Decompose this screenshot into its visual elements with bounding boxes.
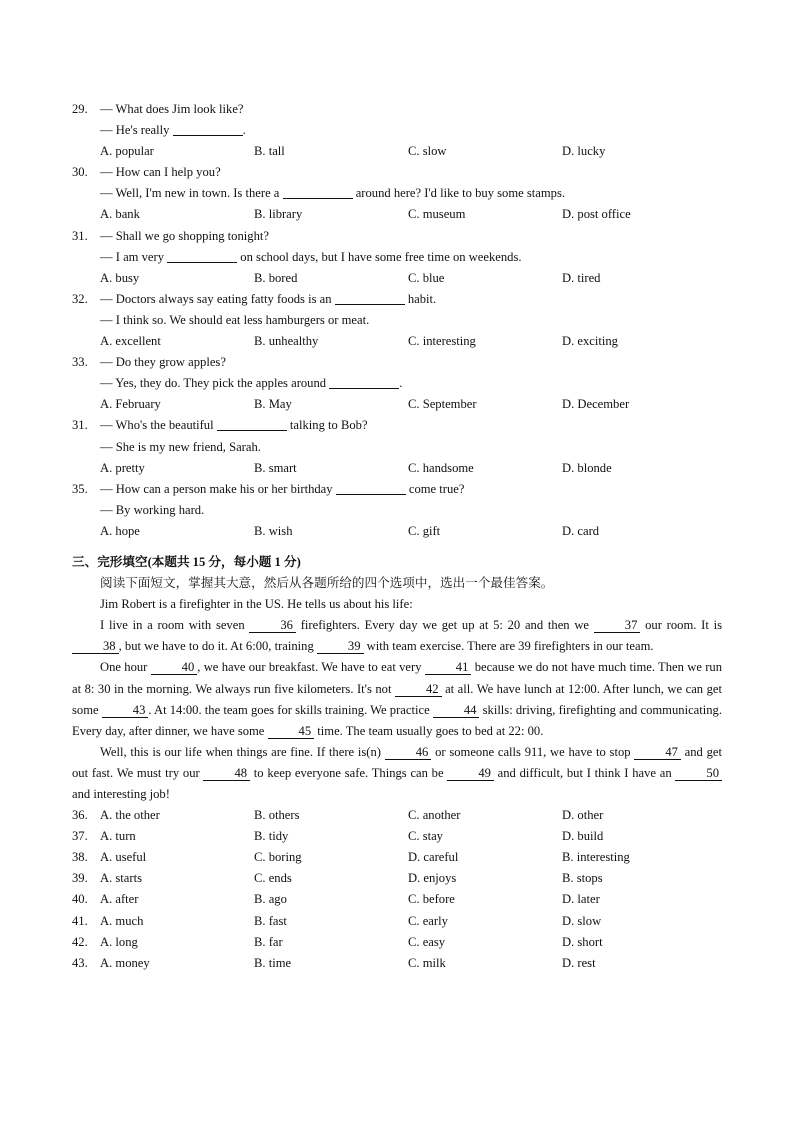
cloze-option[interactable]: C. ends: [254, 871, 292, 886]
question-line: [72, 479, 722, 500]
option-a[interactable]: A. hope: [100, 523, 140, 538]
cloze-option[interactable]: D. rest: [562, 955, 596, 970]
question-text-segment: — How can a person make his or her birthday: [100, 481, 336, 496]
numbered-blank[interactable]: 46: [385, 746, 432, 760]
answer-blank: [335, 291, 405, 305]
cloze-option[interactable]: A. long: [100, 934, 138, 949]
options-row: [72, 204, 722, 225]
option-d[interactable]: D. post office: [562, 207, 631, 222]
question-text: [100, 162, 221, 183]
cloze-number: 43.: [72, 955, 88, 970]
question-text: [100, 352, 226, 373]
question-line: [72, 352, 722, 373]
numbered-blank[interactable]: 44: [433, 704, 480, 718]
question-text-segment: — Well, I'm new in town. Is there a: [100, 186, 283, 201]
numbered-blank[interactable]: 41: [425, 661, 472, 675]
numbered-blank[interactable]: 45: [268, 725, 315, 739]
numbered-blank[interactable]: 48: [203, 767, 250, 781]
question-text-segment: — Shall we go shopping tonight?: [100, 228, 269, 243]
question-text: [100, 415, 368, 436]
numbered-blank[interactable]: 38: [72, 640, 119, 654]
passage-text: and difficult, but I think I have an: [493, 765, 676, 780]
passage-text: , but we have to do it. At 6:00, training: [118, 639, 317, 654]
cloze-option[interactable]: B. time: [254, 955, 292, 970]
option-a[interactable]: A. February: [100, 397, 161, 412]
passage-text: to keep everyone safe. Things can be: [250, 765, 448, 780]
option-c[interactable]: C. interesting: [408, 334, 476, 349]
question-text-segment: — Who's the beautiful: [100, 418, 217, 433]
passage-text: , we have our breakfast. We have to eat very: [197, 660, 425, 675]
passage-text: time. The team usually goes to bed at 22: 00.: [314, 723, 544, 738]
question-line: [72, 289, 722, 310]
option-c[interactable]: C. September: [408, 397, 477, 412]
cloze-number: 37.: [72, 829, 88, 844]
question-text-segment: — Yes, they do. They pick the apples around: [100, 376, 330, 391]
cloze-question: [72, 868, 722, 889]
question-text-segment: — By working hard.: [100, 502, 205, 517]
passage-text: firefighters. Every day we get up at 5: 20 and then we: [295, 618, 594, 633]
cloze-option[interactable]: D. other: [562, 808, 604, 823]
cloze-number: 42.: [72, 934, 88, 949]
cloze-option[interactable]: C. boring: [254, 850, 302, 865]
cloze-option[interactable]: D. slow: [562, 913, 602, 928]
question-text: [100, 120, 246, 141]
question-number: 32.: [72, 291, 88, 306]
question-text: [100, 289, 436, 310]
numbered-blank[interactable]: 47: [634, 746, 681, 760]
passage-text: Well, this is our life when things are fine. If there is(n): [100, 744, 385, 759]
answer-blank: [283, 185, 353, 199]
exam-page: [72, 99, 722, 974]
cloze-question: [72, 953, 722, 974]
option-d[interactable]: D. tired: [562, 270, 601, 285]
question-text: [100, 183, 565, 204]
question-text: [100, 247, 522, 268]
option-b[interactable]: B. wish: [254, 523, 293, 538]
question-number: 35.: [72, 481, 88, 496]
cloze-option[interactable]: C. before: [408, 892, 455, 907]
passage-text: and get out fast. We must try our: [72, 744, 722, 780]
question-text-segment: come true?: [405, 481, 465, 496]
cloze-question: [72, 847, 722, 868]
numbered-blank[interactable]: 42: [395, 683, 442, 697]
question-line: [72, 373, 722, 394]
question-text-segment: — I think so. We should eat less hamburgers or meat.: [100, 312, 370, 327]
option-a[interactable]: A. popular: [100, 144, 154, 159]
cloze-question: [72, 826, 722, 847]
options-row: [72, 394, 722, 415]
answer-blank: [217, 417, 287, 431]
passage-paragraph: [72, 657, 722, 741]
question-text: [100, 373, 402, 394]
cloze-option[interactable]: A. useful: [100, 850, 147, 865]
question-text-segment: habit.: [404, 291, 437, 306]
options-row: [72, 331, 722, 352]
numbered-blank[interactable]: 50: [675, 767, 722, 781]
cloze-option[interactable]: A. much: [100, 913, 144, 928]
cloze-option[interactable]: B. stops: [562, 871, 603, 886]
question-text: [100, 500, 204, 521]
cloze-option[interactable]: B. tidy: [254, 829, 289, 844]
cloze-option[interactable]: C. milk: [408, 955, 446, 970]
option-c[interactable]: C. slow: [408, 144, 447, 159]
options-row: [72, 141, 722, 162]
question-text-segment: — I am very: [100, 249, 168, 264]
question-line: [72, 500, 722, 521]
cloze-questions: [72, 805, 722, 974]
question-text: [100, 437, 261, 458]
question-text: [100, 310, 369, 331]
cloze-question: [72, 805, 722, 826]
numbered-blank[interactable]: 49: [447, 767, 494, 781]
option-d[interactable]: D. card: [562, 523, 600, 538]
cloze-option[interactable]: B. far: [254, 934, 283, 949]
question-text: [100, 226, 269, 247]
cloze-passage: [72, 615, 722, 805]
question-line: [72, 415, 722, 436]
question-number: 29.: [72, 102, 88, 116]
question-line: [72, 120, 722, 141]
question-text-segment: talking to Bob?: [286, 418, 368, 433]
option-a[interactable]: A. bank: [100, 207, 140, 222]
question-line: [72, 437, 722, 458]
cloze-option[interactable]: D. later: [562, 892, 600, 907]
cloze-option[interactable]: D. enjoys: [408, 871, 457, 886]
question-line: [72, 310, 722, 331]
option-b[interactable]: B. bored: [254, 270, 298, 285]
passage-text: at all. We have lunch at 12:00. After lunch, we can get some: [72, 681, 722, 717]
cloze-question: [72, 911, 722, 932]
question-text-segment: .: [399, 376, 403, 391]
cloze-option[interactable]: D. build: [562, 829, 604, 844]
cloze-option[interactable]: C. early: [408, 913, 448, 928]
option-b[interactable]: B. May: [254, 397, 292, 412]
answer-blank: [173, 122, 243, 136]
numbered-blank[interactable]: 37: [594, 619, 641, 633]
option-a[interactable]: A. pretty: [100, 460, 145, 475]
passage-text: One hour: [100, 660, 151, 675]
cloze-number: 39.: [72, 871, 88, 886]
numbered-blank[interactable]: 39: [317, 640, 364, 654]
question-number: 33.: [72, 355, 88, 370]
cloze-option[interactable]: A. the other: [100, 808, 160, 823]
option-b[interactable]: B. library: [254, 207, 303, 222]
question-line: [72, 99, 722, 120]
cloze-option[interactable]: D. short: [562, 934, 603, 949]
option-a[interactable]: A. excellent: [100, 334, 161, 349]
cloze-option[interactable]: A. after: [100, 892, 139, 907]
question-number: 31.: [72, 418, 88, 433]
options-row: [72, 521, 722, 542]
passage-paragraph: [72, 742, 722, 805]
section-instruction: 阅读下面短文，掌握其大意，然后从各题所给的四个选项中，选出一个最佳答案。: [100, 576, 554, 591]
option-c[interactable]: C. gift: [408, 523, 441, 538]
question-text-segment: — He's really: [100, 123, 173, 138]
option-c[interactable]: C. handsome: [408, 460, 474, 475]
cloze-option[interactable]: C. another: [408, 808, 461, 823]
cloze-number: 40.: [72, 892, 88, 907]
question-text-segment: — She is my new friend, Sarah.: [100, 439, 261, 454]
passage-paragraph: [72, 615, 722, 657]
passage-text: or someone calls 911, we have to stop: [431, 744, 635, 759]
passage-text: with team exercise. There are 39 firefighters in our team.: [363, 639, 654, 654]
cloze-option[interactable]: B. ago: [254, 892, 287, 907]
answer-blank: [167, 249, 237, 263]
question-line: [72, 226, 722, 247]
passage-text: skills: driving, firefighting and communicating. Every day, after dinner, we have some: [72, 702, 722, 738]
option-d[interactable]: D. blonde: [562, 460, 612, 475]
option-a[interactable]: A. busy: [100, 270, 140, 285]
numbered-blank[interactable]: 40: [151, 661, 198, 675]
question-text-segment: — Do they grow apples?: [100, 355, 226, 370]
question-text-segment: — Doctors always say eating fatty foods is an: [100, 291, 335, 306]
cloze-option[interactable]: B. fast: [254, 913, 287, 928]
numbered-blank[interactable]: 36: [249, 619, 296, 633]
option-d[interactable]: D. exciting: [562, 334, 618, 349]
cloze-option[interactable]: C. stay: [408, 829, 443, 844]
cloze-option[interactable]: D. careful: [408, 850, 459, 865]
question-text-segment: .: [242, 123, 246, 138]
section-spacer: [72, 542, 722, 552]
section-title: 三、完形填空(本题共 15 分，每小题 1 分): [72, 554, 301, 569]
question-text-segment: around here? I'd like to buy some stamps.: [352, 186, 566, 201]
cloze-option[interactable]: B. interesting: [562, 850, 630, 865]
options-row: [72, 268, 722, 289]
question-text-segment: on school days, but I have some free time on weekends.: [237, 249, 522, 264]
question-line: [72, 183, 722, 204]
question-text: [100, 479, 464, 500]
answer-blank: [329, 375, 399, 389]
cloze-number: 38.: [72, 850, 88, 865]
cloze-option[interactable]: A. starts: [100, 871, 142, 886]
cloze-question: [72, 932, 722, 953]
passage-text: our room. It is: [640, 618, 722, 633]
question-text-segment: — What does Jim look like?: [100, 102, 244, 116]
option-c[interactable]: C. blue: [408, 270, 445, 285]
cloze-number: 41.: [72, 913, 88, 928]
option-c[interactable]: C. museum: [408, 207, 466, 222]
question-line: [72, 162, 722, 183]
question-line: [72, 247, 722, 268]
cloze-question: [72, 889, 722, 910]
options-row: [72, 458, 722, 479]
passage-text: because we do not have much time. Then we run at 8: 30 in the morning. We always run five kilometers. It's not: [72, 660, 722, 696]
cloze-option[interactable]: B. others: [254, 808, 300, 823]
cloze-option[interactable]: A. turn: [100, 829, 136, 844]
cloze-option[interactable]: C. easy: [408, 934, 446, 949]
question-text: [100, 99, 244, 120]
option-b[interactable]: B. smart: [254, 460, 297, 475]
passage-intro: Jim Robert is a firefighter in the US. He tells us about his life:: [100, 597, 413, 612]
question-number: 30.: [72, 165, 88, 180]
question-text-segment: — How can I help you?: [100, 165, 221, 180]
passage-text: I live in a room with seven: [100, 618, 250, 633]
cloze-option[interactable]: A. money: [100, 955, 150, 970]
option-b[interactable]: B. tall: [254, 144, 285, 159]
option-d[interactable]: D. lucky: [562, 144, 606, 159]
cloze-number: 36.: [72, 808, 88, 823]
multiple-choice-section: [72, 99, 722, 542]
passage-text: and interesting job!: [72, 787, 170, 801]
numbered-blank[interactable]: 43: [102, 704, 149, 718]
question-number: 31.: [72, 228, 88, 243]
passage-text: . At 14:00. the team goes for skills training. We practice: [148, 702, 433, 717]
answer-blank: [336, 481, 406, 495]
option-b[interactable]: B. unhealthy: [254, 334, 319, 349]
option-d[interactable]: D. December: [562, 397, 630, 412]
